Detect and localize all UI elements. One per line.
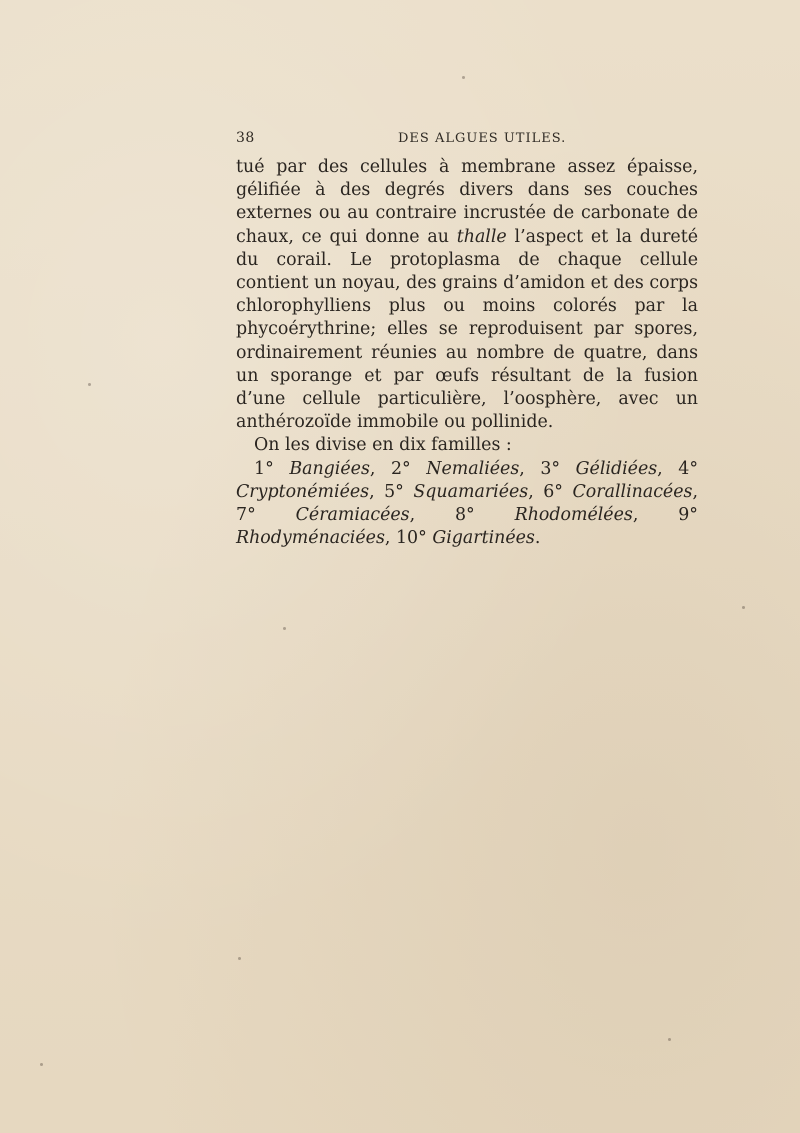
family-number: 8°	[454, 505, 515, 526]
separator: ,	[384, 528, 396, 549]
family-gigartinees: Gigartinées	[432, 528, 535, 549]
separator: ,	[632, 505, 679, 526]
running-head: DES ALGUES UTILES.	[398, 131, 567, 146]
paragraph-division: On les divise en dix familles :	[254, 435, 512, 456]
paper-speck	[283, 627, 286, 630]
separator: ,	[519, 458, 541, 479]
separator: ,	[657, 458, 679, 479]
page-number: 38	[236, 130, 255, 146]
family-squamariees: Squamariées	[413, 481, 529, 502]
family-number: 10°	[395, 528, 433, 549]
family-number: 4°	[678, 458, 699, 479]
family-nemaliees: Nemaliées	[426, 458, 520, 479]
family-list	[236, 458, 698, 551]
separator: ,	[369, 458, 391, 479]
separator: ,	[528, 481, 544, 502]
family-number: 5°	[384, 481, 414, 502]
paper-speck	[668, 1038, 671, 1041]
paper-speck	[742, 606, 745, 609]
paper-speck	[88, 383, 91, 386]
family-number: 1°	[254, 458, 290, 479]
family-gelidiees: Gélidiées	[575, 458, 658, 479]
paper-speck	[462, 76, 465, 79]
paper-speck	[40, 1063, 43, 1066]
terminal-period: .	[534, 528, 541, 549]
family-number: 3°	[540, 458, 576, 479]
page-header	[236, 130, 696, 150]
paragraph-description	[236, 156, 698, 434]
paragraph-text-a: tué par des cellules à membrane assez épaisse, gélifiée à des degrés divers dans ses couches externes ou au contraire incrustée de carbonate de chaux, ce qui donne au	[236, 157, 698, 247]
separator: ,	[692, 481, 698, 502]
term-thalle: thalle	[456, 226, 507, 247]
body-text	[236, 156, 698, 550]
family-cryptonemiees: Cryptonémiées	[236, 481, 370, 502]
family-bangiees: Bangiées	[289, 458, 370, 479]
family-ceramiacees: Céramiacées	[295, 505, 410, 526]
family-rhodymenaciees: Rhodyménaciées	[236, 528, 385, 549]
separator: ,	[369, 481, 385, 502]
family-number: 7°	[236, 505, 296, 526]
paragraph-text-c: l’aspect et la dureté du corail. Le protoplasma de chaque cellule contient un noyau, des grains d’amidon et des corps chlorophylliens plus ou moins colorés par la phycoérythrine; elles se reproduisent par spores, ordinairement réunies au nombre de quatre, dans un sporange et par œufs résultant de la fusion d’une cellule particulière, l’oosphère, avec un anthérozoïde immobile ou pollinide.	[236, 226, 698, 433]
family-number: 6°	[543, 481, 573, 502]
family-number: 2°	[390, 458, 427, 479]
family-corallinacees: Corallinacées	[572, 481, 693, 502]
family-number: 9°	[678, 505, 698, 526]
family-rhodomelees: Rhodomélées	[514, 505, 633, 526]
paper-speck	[238, 957, 241, 960]
separator: ,	[409, 505, 455, 526]
